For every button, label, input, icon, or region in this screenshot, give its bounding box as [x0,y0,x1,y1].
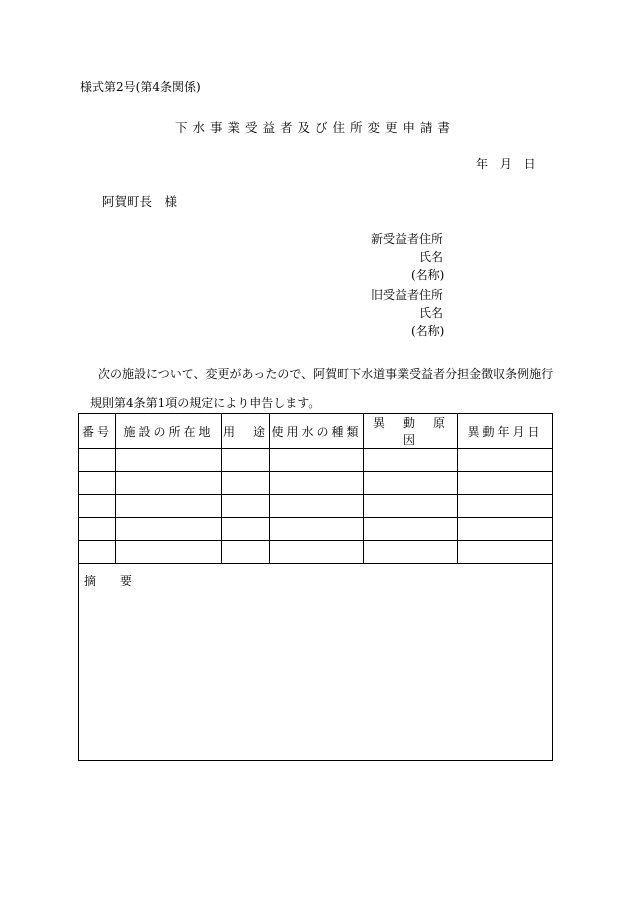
table-cell[interactable] [116,495,222,518]
old-name-label: 氏名 [419,306,444,320]
new-name-alt-label: (名称) [411,268,445,282]
date-line: 年 月 日 [476,157,536,171]
table-header-row [79,414,553,449]
change-table [78,413,553,761]
table-cell[interactable] [116,449,222,472]
table-row [79,449,553,472]
table-cell[interactable] [79,495,116,518]
table-cell[interactable] [458,449,553,472]
table-cell[interactable] [222,449,270,472]
table-row [79,472,553,495]
table-cell[interactable] [116,518,222,541]
table-cell[interactable] [364,449,458,472]
document-title: 下水事業受益者及び住所変更申請書 [174,120,455,135]
header-purpose: 用 途 [222,414,270,449]
new-address-label: 新受益者住所 [371,232,444,246]
table-cell[interactable] [458,518,553,541]
table-cell[interactable] [79,518,116,541]
table-cell[interactable] [222,472,270,495]
addressee: 阿賀町長 様 [102,194,178,209]
table-cell[interactable] [364,472,458,495]
table-cell[interactable] [79,449,116,472]
new-name-label: 氏名 [419,250,444,264]
table-cell[interactable] [79,472,116,495]
header-facility-location: 施設の所在地 [116,414,222,449]
table-cell[interactable] [270,495,364,518]
table-cell[interactable] [364,495,458,518]
table-cell[interactable] [116,472,222,495]
remarks-label: 摘 要 [84,574,139,588]
header-change-date: 異動年月日 [458,414,553,449]
header-number: 番号 [79,414,116,449]
header-change-reason: 異 動 原 因 [364,414,458,449]
table-cell[interactable] [364,518,458,541]
table-cell[interactable] [222,541,270,564]
table-cell[interactable] [222,495,270,518]
table-cell[interactable] [270,541,364,564]
table-cell[interactable] [79,541,116,564]
old-address-label: 旧受益者住所 [371,288,444,302]
table-cell[interactable] [222,518,270,541]
table-cell[interactable] [116,541,222,564]
header-water-type: 使用水の種類 [270,414,364,449]
form-number: 様式第2号(第4条関係) [80,80,201,94]
table-cell[interactable] [458,472,553,495]
old-name-alt-label: (名称) [411,324,445,338]
remarks-row [79,564,553,761]
table-row [79,541,553,564]
remarks-field[interactable] [79,564,553,761]
body-text-line-1: 次の施設について、変更があったので、阿賀町下水道事業受益者分担金徴収条例施行 [98,367,554,381]
table-cell[interactable] [458,541,553,564]
table-cell[interactable] [458,495,553,518]
table-cell[interactable] [270,449,364,472]
table-row [79,495,553,518]
table-cell[interactable] [364,541,458,564]
body-text-line-2: 規則第4条第1項の規定により申告します。 [90,396,321,410]
table-row [79,518,553,541]
table-cell[interactable] [270,518,364,541]
table-cell[interactable] [270,472,364,495]
